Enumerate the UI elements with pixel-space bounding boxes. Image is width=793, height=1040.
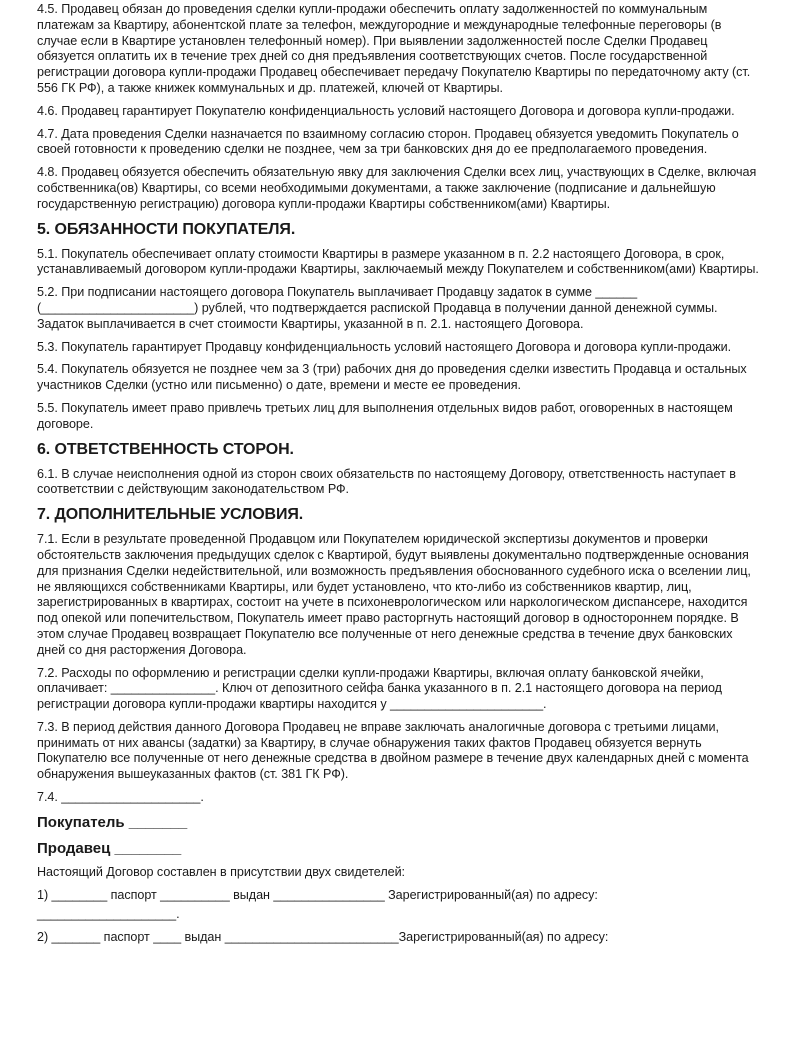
clause-7-2: 7.2. Расходы по оформлению и регистрации сделки купли-продажи Квартиры, включая оплату банковской ячейки, оплачивает: _______________. Ключ от депозитного сейфа банка указанного в п. 2.1 настоящего договора на период регистрации договора купли-продажи квартиры находится у ______________________.	[37, 665, 722, 712]
clause-4-8: 4.8. Продавец обязуется обеспечить обязательную явку для заключения Сделки всех лиц, участвующих в Сделке, включая собственника(ов) Квартиры, со всеми необходимыми документами, а также заключение (подписание и дальнейшую государственную регистрацию) договора купли-продажи Квартиры собственником(ами) Квартиры.	[37, 165, 757, 211]
witness-1-line: 1) ________ паспорт __________ выдан ________________ Зарегистрированный(ая) по адресу:	[37, 887, 598, 902]
clause-5-1: 5.1. Покупатель обеспечивает оплату стоимости Квартиры в размере указанном в п. 2.2 настоящего Договора, в срок, устанавливаемый договором купли-продажи Квартиры, заключаемый между Покупателем и собственником(ами) Квартиры.	[37, 246, 759, 277]
clause-7-4: 7.4. ____________________.	[37, 790, 204, 805]
seller-signature-line: Продавец ________	[37, 839, 182, 857]
clause-5-3: 5.3. Покупатель гарантирует Продавцу конфиденциальность условий настоящего Договора и договора купли-продажи.	[37, 339, 732, 354]
clause-5-2: 5.2. При подписании настоящего договора Покупатель выплачивает Продавцу задаток в сумме ______ (______________________) рублей, что подтверждается распиской Продавца в получении данной денежной суммы. Задаток выплачивается в счет стоимости Квартиры, указанной в п. 2.1. настоящего Договора.	[37, 285, 718, 331]
witnesses-intro: Настоящий Договор составлен в присутствии двух свидетелей:	[37, 864, 406, 879]
clause-6-1: 6.1. В случае неисполнения одной из сторон своих обязательств по настоящему Договору, ответственность наступает в соответствии с действующим законодательством РФ.	[37, 466, 736, 497]
contract-document	[37, 2, 759, 953]
clause-7-1: 7.1. Если в результате проведенной Продавцом или Покупателем юридической экспертизы документов и проверки обстоятельств заключения предыдущих сделок с Квартирой, будут выявлены документально подтвержденные основания для признания Сделки недействительной, или возможность предъявления обоснованного судебного иска о вселении лиц, не являющихся собственниками Квартиры, или будет установлено, что кто-либо из собственников квартир, лиц, зарегистрированных в квартирах, состоит на учете в психоневрологическом или наркологическом диспансере, находится под опекой или попечительством, Покупатель имеет право расторгнуть настоящий договор в одностороннем порядке. В этом случае Продавец возвращает Покупателю все полученные от него денежные средства в течение двух банковских дней со дня расторжения Договора.	[37, 532, 751, 657]
clause-4-7: 4.7. Дата проведения Сделки назначается по взаимному согласию сторон. Продавец обязуется уведомить Покупатель о своей готовности к проведению сделки не позднее, чем за три банковских дня до ее предполагаемого проведения.	[37, 126, 739, 157]
clause-5-5: 5.5. Покупатель имеет право привлечь третьих лиц для выполнения отдельных видов работ, оговоренных в настоящем договоре.	[37, 400, 733, 431]
buyer-signature-line: Покупатель _______	[37, 813, 188, 831]
section-heading-liability: 6. ОТВЕТСТВЕННОСТЬ СТОРОН.	[37, 440, 294, 458]
witness-2-line: 2) _______ паспорт ____ выдан _________________________Зарегистрированный(ая) по адресу:	[37, 930, 609, 945]
clause-4-5: 4.5. Продавец обязан до проведения сделки купли-продажи обеспечить оплату задолженностей по коммунальным платежам за Квартиру, абонентской плате за телефон, междугородние и международные телефонные переговоры (в случае если в Квартире установлен телефонный номер). При выявлении задолженностей после Сделки Продавец обязуется оплатить их в течение трех дней со дня предъявления соответствующих счетов. После государственной регистрации договора купли-продажи Продавец обеспечивает передачу Покупателю Квартиры по передаточному акту (ст. 556 ГК РФ), а также книжек коммунальных и др. платежей, ключей от Квартиры.	[37, 2, 751, 95]
clause-4-6: 4.6. Продавец гарантирует Покупателю конфиденциальность условий настоящего Договора и договора купли-продажи.	[37, 103, 735, 118]
witness-1-address-line: ____________________.	[37, 907, 180, 922]
section-heading-buyer-obligations: 5. ОБЯЗАННОСТИ ПОКУПАТЕЛЯ.	[37, 220, 296, 238]
section-heading-additional-terms: 7. ДОПОЛНИТЕЛЬНЫЕ УСЛОВИЯ.	[37, 506, 304, 524]
clause-7-3: 7.3. В период действия данного Договора Продавец не вправе заключать аналогичные договора с третьими лицами, принимать от них авансы (задатки) за Квартиру, в случае обнаружения таких фактов Продавец обязуется вернуть Покупателю все полученные от него денежные средства в двойном размере в течение двух календарных дней с момента обнаружения вышеуказанных фактов (ст. 381 ГК РФ).	[37, 719, 749, 782]
clause-5-4: 5.4. Покупатель обязуется не позднее чем за 3 (три) рабочих дня до проведения сделки известить Продавца и остальных участников Сделки (устно или письменно) о дате, времени и месте ее проведения.	[37, 362, 747, 393]
